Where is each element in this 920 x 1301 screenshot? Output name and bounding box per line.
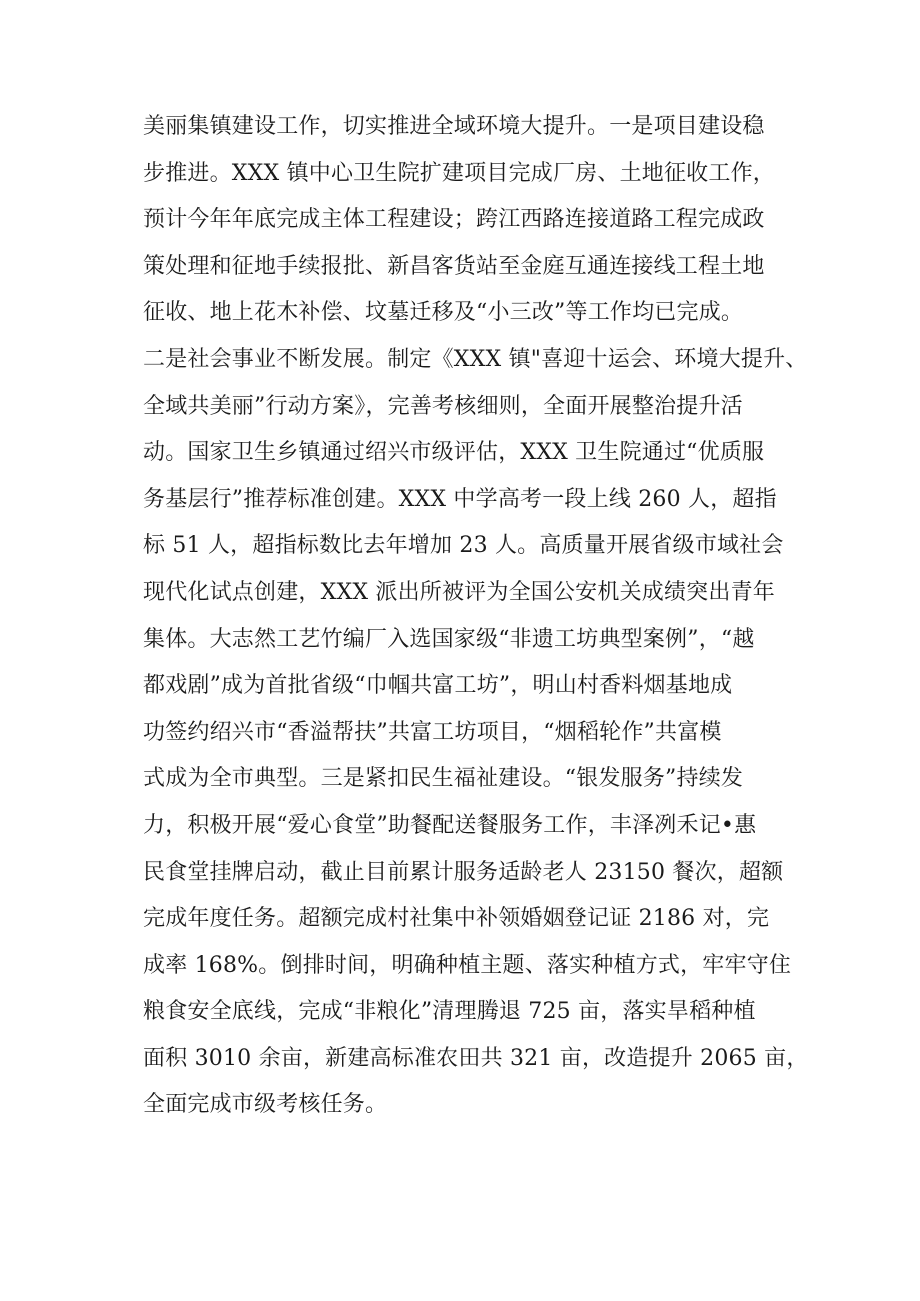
text-line: 策处理和征地手续报批、新昌客货站至金庭互通连接线工程土地 xyxy=(143,253,765,279)
text-line: 完成年度任务。超额完成村社集中补领婚姻登记证 2186 对，完 xyxy=(143,906,770,932)
text-line: 功签约绍兴市“香溢帮扶”共富工坊项目，“烟稻轮作”共富模 xyxy=(143,719,722,745)
text-line: 现代化试点创建，XXX 派出所被评为全国公安机关成绩突出青年 xyxy=(143,579,775,605)
text-line: 美丽集镇建设工作，切实推进全域环境大提升。一是项目建设稳 xyxy=(143,114,765,139)
text-line: 民食堂挂牌启动，截止目前累计服务适龄老人 23150 餐次，超额 xyxy=(143,859,784,885)
text-line: 预计今年年底完成主体工程建设；跨江西路连接道路工程完成政 xyxy=(143,207,765,233)
text-line: 动。国家卫生乡镇通过绍兴市级评估，XXX 卫生院通过“优质服 xyxy=(143,440,765,466)
text-line: 面积 3010 余亩，新建高标准农田共 321 亩，改造提升 2065 亩， xyxy=(143,1045,809,1071)
text-line: 全域共美丽”行动方案》，完善考核细则，全面开展整治提升活 xyxy=(143,393,743,419)
text-line: 标 51 人，超指标数比去年增加 23 人。高质量开展省级市域社会 xyxy=(143,533,784,559)
text-line: 式成为全市典型。三是紧扣民生福祉建设。“银发服务”持续发 xyxy=(143,766,744,792)
text-line: 力，积极开展“爱心食堂”助餐配送餐服务工作，丰泽冽禾记•惠 xyxy=(143,812,757,838)
text-line: 都戏剧”成为首批省级“巾帼共富工坊”，明山村香料烟基地成 xyxy=(143,673,733,699)
text-line: 二是社会事业不断发展。制定《XXX 镇"喜迎十运会、环境大提升、 xyxy=(143,346,808,372)
text-line: 粮食安全底线，完成“非粮化”清理腾退 725 亩，落实旱稻种植 xyxy=(143,999,756,1025)
text-line: 成率 168%。倒排时间，明确种植主题、落实种植方式，牢牢守住 xyxy=(143,952,792,978)
body-paragraph xyxy=(143,104,809,1129)
text-line: 全面完成市级考核任务。 xyxy=(143,1092,388,1118)
text-line: 征收、地上花木补偿、坟墓迁移及“小三改”等工作均已完成。 xyxy=(143,300,744,326)
text-line: 步推进。XXX 镇中心卫生院扩建项目完成厂房、土地征收工作， xyxy=(143,160,775,186)
text-line: 务基层行”推荐标准创建。XXX 中学高考一段上线 260 人，超指 xyxy=(143,486,777,512)
text-line: 集体。大志然工艺竹编厂入选国家级“非遗工坊典型案例”，“越 xyxy=(143,626,755,652)
